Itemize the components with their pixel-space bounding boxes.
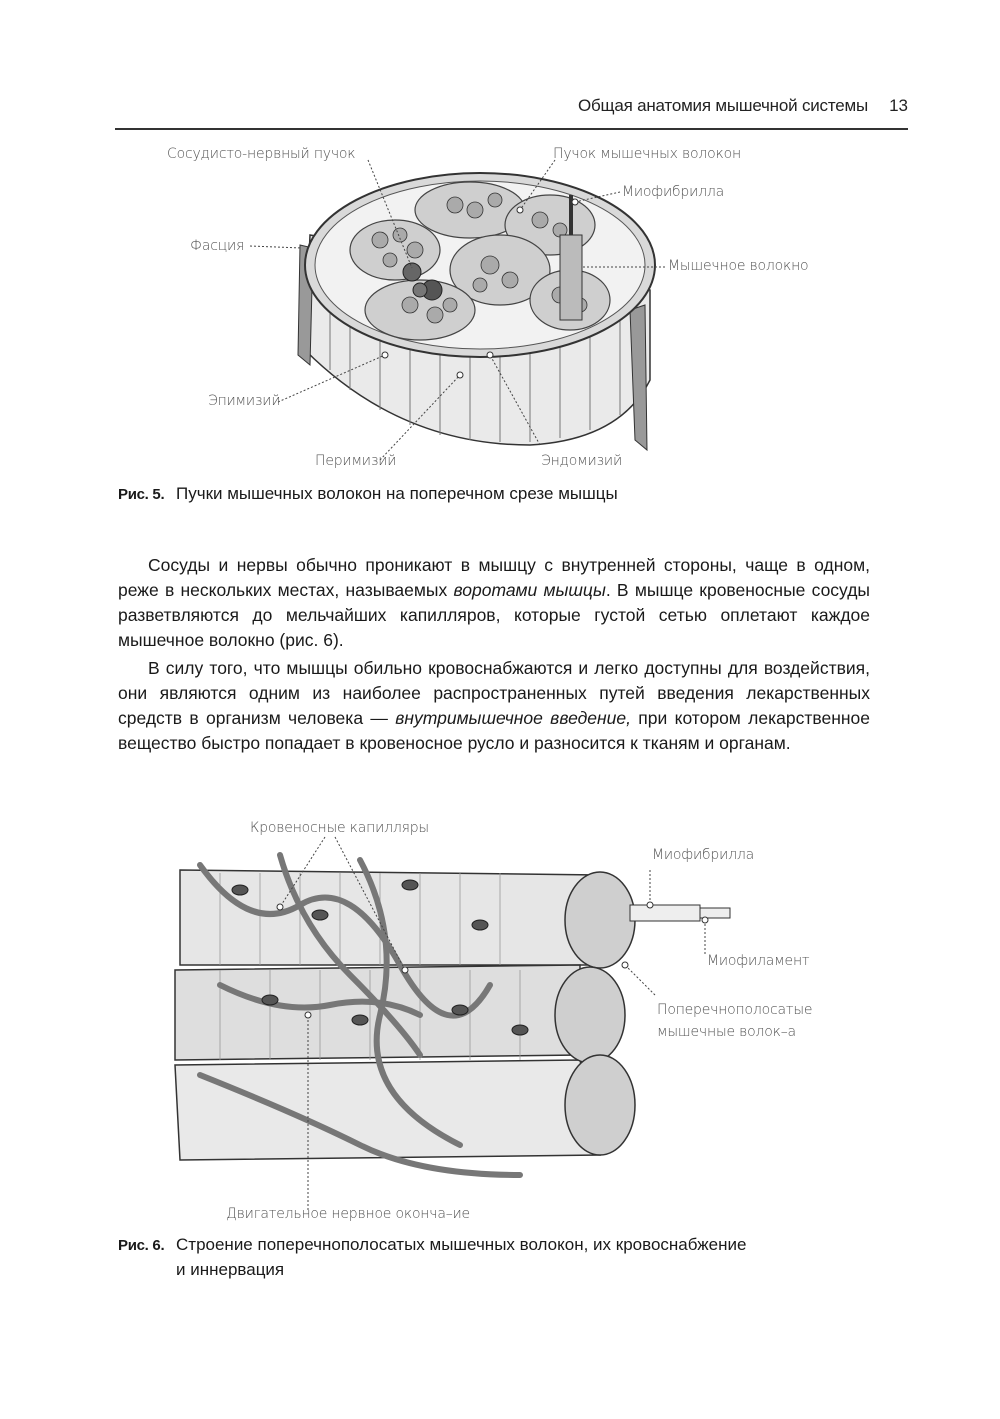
header-title: Общая анатомия мышечной системы bbox=[577, 96, 868, 115]
label-myofilament: Миофиламент bbox=[707, 953, 810, 969]
label-neurovascular-bundle: Сосудисто-нервный пучок bbox=[167, 146, 356, 162]
label-fascia: Фасция bbox=[190, 238, 245, 254]
label-perimysium: Перимизий bbox=[315, 453, 397, 469]
striated-fibers-illustration bbox=[160, 815, 860, 1225]
label-fiber-bundle: Пучок мышечных волокон bbox=[553, 146, 741, 162]
muscle-cross-section-illustration bbox=[150, 140, 850, 480]
label-motor-ending: Двигательное нервное оконча–ие bbox=[226, 1206, 470, 1222]
paragraph-2-part-a: В силу того, что мышцы обильно кровоснабжаются и легко доступны для воздействия, они являются одним из наиболее распространенных путей введения лекарственных средств в организм человека — bbox=[118, 658, 870, 728]
paragraph-2 bbox=[118, 656, 870, 756]
figure-6-caption-line-1: Строение поперечнополосатых мышечных волокон, их кровоснабжение bbox=[176, 1235, 747, 1254]
figure-6 bbox=[160, 815, 860, 1225]
label-capillaries: Кровеносные капилляры bbox=[250, 820, 429, 836]
label-striated-fibers-line-2: мышечные волок–а bbox=[657, 1024, 796, 1040]
label-epimysium: Эпимизий bbox=[208, 393, 281, 409]
body-text bbox=[118, 553, 870, 759]
page-number: 13 bbox=[889, 96, 908, 115]
paragraph-2-part-b: при котором лекарственное вещество быстро попадает в кровеносное русло и разносится к тканям и органам. bbox=[118, 708, 870, 753]
paragraph-1 bbox=[118, 553, 870, 653]
label-striated-fibers-line-1: Поперечнополосатые bbox=[657, 1002, 813, 1018]
figure-6-caption-number: Рис. 6. bbox=[118, 1237, 165, 1254]
label-myofibril-6: Миофибрилла bbox=[652, 847, 755, 863]
figure-5-caption-number: Рис. 5. bbox=[118, 486, 165, 503]
figure-5-caption bbox=[118, 482, 618, 507]
figure-6-caption-line-2: и иннервация bbox=[176, 1260, 285, 1279]
paragraph-1-part-b: . В мышце кровеносные сосуды разветвляются до мельчайших капилляров, которые густой сетью оплетают каждое мышечное волокно (рис. 6). bbox=[118, 580, 871, 650]
figure-6-caption bbox=[118, 1233, 878, 1282]
term-muscle-gates: воротами мышцы bbox=[453, 580, 606, 600]
figure-5-caption-text: Пучки мышечных волокон на поперечном срезе мышцы bbox=[176, 484, 618, 503]
paragraph-1-part-a: Сосуды и нервы обычно проникают в мышцу с внутренней стороны, чаще в одном, реже в нескольких местах, называемых bbox=[118, 555, 870, 600]
figure-5 bbox=[150, 140, 850, 480]
label-myofibril: Миофибрилла bbox=[622, 184, 725, 200]
term-intramuscular-injection: внутримышечное введение, bbox=[395, 708, 631, 728]
running-header bbox=[115, 94, 908, 130]
label-endomysium: Эндомизий bbox=[541, 453, 622, 469]
label-muscle-fiber: Мышечное волокно bbox=[668, 258, 809, 274]
